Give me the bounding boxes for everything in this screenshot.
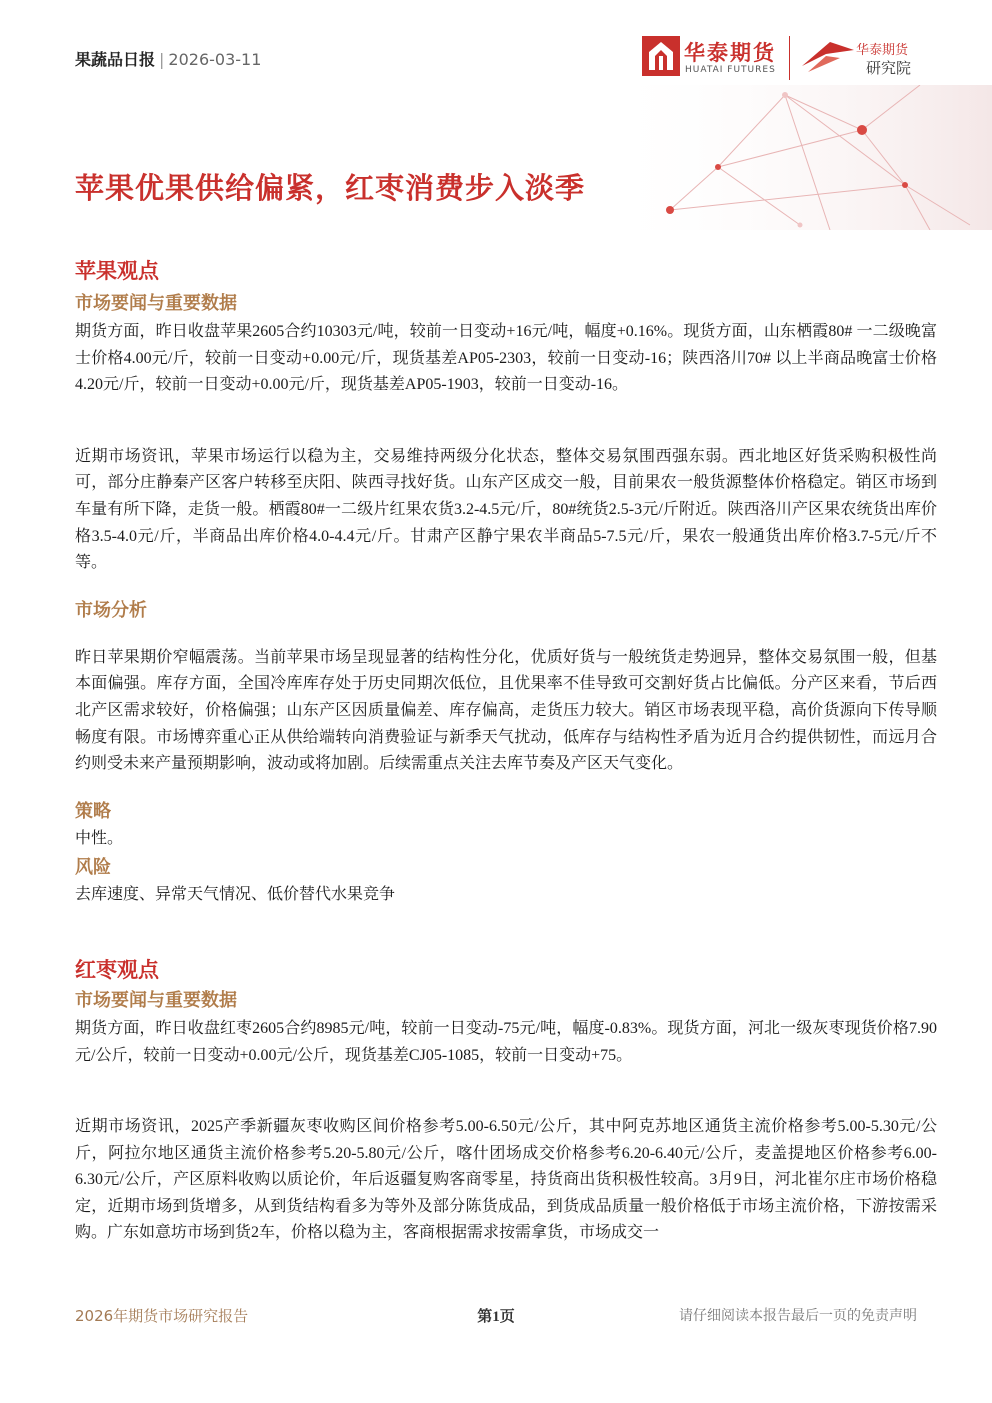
institute-wing-icon (800, 36, 856, 76)
apple-analysis-heading: 市场分析 (75, 599, 147, 621)
apple-risk-text: 去库速度、异常天气情况、低价替代水果竞争 (75, 886, 396, 904)
footer-report-name: 2026年期货市场研究报告 (75, 1307, 249, 1325)
report-type: 果蔬品日报 (75, 50, 156, 69)
header-network-decoration (600, 85, 992, 230)
apple-strategy-heading: 策略 (75, 800, 111, 822)
jujube-news-heading: 市场要闻与重要数据 (75, 989, 237, 1011)
report-meta (75, 47, 261, 70)
apple-strategy-text: 中性。 (75, 829, 124, 847)
institute-line2: 研究院 (866, 59, 912, 77)
meta-separator: | (159, 50, 165, 69)
apple-news-paragraph-1: 期货方面，昨日收盘苹果2605合约10303元/吨，较前一日变动+16元/吨，幅度+0.16%。现货方面，山东栖霞80# 一二级晚富士价格4.00元/斤，较前一日变动+0.00元/斤，现货基差AP05-2303，较前一日变动-16；陕西洛川70# 以上半商品晚富士价格4.20元/斤，较前一日变动+0.00元/斤，现货基差AP05-1903，较前一日变动-16。 (75, 323, 937, 394)
apple-heading: 苹果观点 (75, 259, 159, 283)
huatai-emblem-icon (642, 36, 680, 76)
institute-line1: 华泰期货 (856, 43, 909, 58)
logo-cn-text: 华泰期货 (684, 41, 776, 65)
apple-news-paragraph-2: 近期市场资讯，苹果市场运行以稳为主，交易维持两级分化状态，整体交易氛围西强东弱。西北地区好货采购积极性尚可，部分庄静秦产区客户转移至庆阳、陕西寻找好货。山东产区成交一般，目前果农一般货源整体价格稳定。销区市场到车量有所下降，走货一般。栖霞80#一二级片红果农货3.2-4.5元/斤，80#统货2.5-3元/斤附近。陕西洛川产区果农统货出库价格3.5-4.0元/斤，半商品出库价格4.0-4.4元/斤。甘肃产区静宁果农半商品5-7.5元/斤，果农一般通货出库价格3.7-5元/斤不等。 (75, 447, 937, 572)
apple-risk-heading: 风险 (75, 857, 111, 879)
report-body (75, 255, 937, 1247)
footer-page-number: 第1页 (477, 1309, 515, 1325)
apple-analysis-paragraph: 昨日苹果期价窄幅震荡。当前苹果市场呈现显著的结构性分化，优质好货与一般统货走势迥异，整体交易氛围一般，但基本面偏强。库存方面，全国冷库库存处于历史同期次低位，且优果率不佳导致可交割好货占比偏低。分产区来看，节后西北产区需求较好，价格偏强；山东产区因质量偏差、库存偏高，走货压力较大。销区市场表现平稳，高价货源向下传导顺畅度有限。市场博弈重心正从供给端转向消费验证与新季天气扰动，低库存与结构性矛盾为近月合约提供韧性，而远月合约则受未来产量预期影响，波动或将加剧。后续需重点关注去库节奏及产区天气变化。 (75, 648, 937, 773)
jujube-news-paragraph-1: 期货方面，昨日收盘红枣2605合约8985元/吨，较前一日变动-75元/吨，幅度-0.83%。现货方面，河北一级灰枣现货价格7.90元/公斤，较前一日变动+0.00元/公斤，现货基差CJ05-1085，较前一日变动+75。 (75, 1019, 937, 1064)
report-date: 2026-03-11 (168, 50, 262, 69)
report-title: 苹果优果供给偏紧，红枣消费步入淡季 (75, 171, 586, 205)
huatai-futures-logo (642, 36, 792, 82)
jujube-section (75, 954, 937, 1247)
jujube-news-paragraph-2: 近期市场资讯，2025产季新疆灰枣收购区间价格参考5.00-6.50元/公斤，其中阿克苏地区通货主流价格参考5.00-5.30元/公斤，阿拉尔地区通货主流价格参考5.20-5.80元/公斤，喀什团场成交价格参考6.20-6.40元/公斤，麦盖提地区价格参考6.00-6.30元/公斤，产区原料收购以质论价，年后返疆复购客商零星，持货商出货积极性较高。3月9日，河北崔尔庄市场价格稳定，近期市场到货增多，从到货结构看多为等外及部分陈货成品，到货成品质量一般价格低于市场主流价格，下游按需采购。广东如意坊市场到货2车，价格以稳为主，客商根据需求按需拿货，市场成交一 (75, 1118, 937, 1242)
apple-news-heading: 市场要闻与重要数据 (75, 293, 237, 314)
jujube-heading: 红枣观点 (75, 957, 159, 982)
apple-section (75, 255, 937, 909)
logo-divider (789, 36, 790, 80)
page-header (0, 0, 992, 230)
footer-disclaimer-note: 请仔细阅读本报告最后一页的免责声明 (679, 1308, 917, 1324)
research-institute-logo (800, 36, 930, 82)
logo-en-text: HUATAI FUTURES (685, 65, 776, 75)
